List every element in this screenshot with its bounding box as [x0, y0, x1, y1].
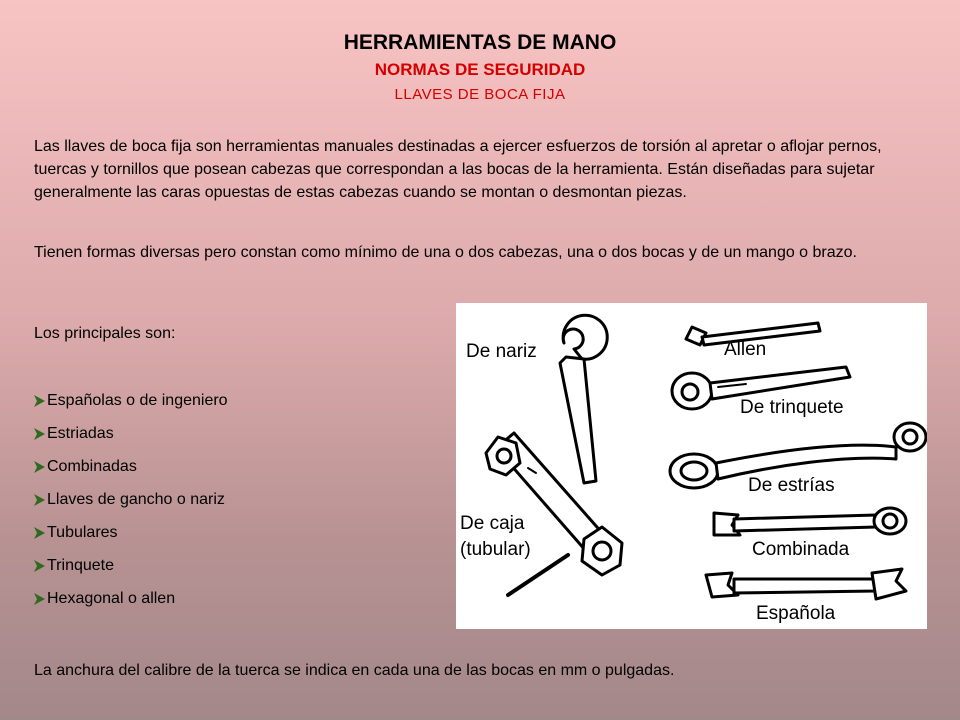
page-title: HERRAMIENTAS DE MANO: [343, 31, 617, 54]
label-allen: Allen: [724, 339, 767, 360]
list-item-label: Españolas o de ingeniero: [47, 392, 228, 409]
list-item-label: Trinquete: [47, 557, 114, 574]
list-intro: Los principales son:: [34, 325, 176, 342]
section-title: LLAVES DE BOCA FIJA: [394, 86, 566, 103]
arrowhead-bullet-icon: [34, 395, 45, 407]
list-item: [34, 458, 228, 491]
list-item: [34, 491, 228, 524]
label-tubular: (tubular): [460, 539, 531, 560]
list-item-label: Tubulares: [47, 524, 118, 541]
hook-wrench-icon: [560, 315, 607, 483]
list-item: [34, 392, 228, 425]
paragraph-definition: Las llaves de boca fija son herramientas manuales destinadas a ejercer esfuerzos de torsión al apretar o aflojar pernos, tuercas y tornillos que posean cabezas que correspondan a las bocas de la herramienta. Están diseñadas para sujetar generalmente las caras opuestas de estas cabezas cuando se montan o desmontan piezas.: [34, 138, 882, 201]
list-item-label: Combinadas: [47, 458, 137, 475]
wrench-types-list: [34, 392, 228, 623]
list-item-label: Hexagonal o allen: [47, 590, 176, 607]
arrowhead-bullet-icon: [34, 527, 45, 539]
arrowhead-bullet-icon: [34, 428, 45, 440]
arrowhead-bullet-icon: [34, 494, 45, 506]
page-subtitle: NORMAS DE SEGURIDAD: [374, 60, 586, 79]
list-item: [34, 557, 228, 590]
wrench-types-illustration: [456, 303, 927, 629]
list-item: [34, 524, 228, 557]
list-item: [34, 425, 228, 458]
label-estrias: De estrías: [748, 475, 835, 496]
label-nariz: De nariz: [466, 341, 537, 362]
footer-note: La anchura del calibre de la tuerca se indica en cada una de las bocas en mm o pulgadas.: [34, 662, 675, 679]
combination-wrench-icon: [714, 508, 906, 535]
open-end-wrench-icon: [706, 569, 906, 599]
paragraph-forms: Tienen formas diversas pero constan como mínimo de una o dos cabezas, una o dos bocas y de un mango o brazo.: [34, 244, 857, 261]
list-item-label: Estriadas: [47, 425, 114, 442]
arrowhead-bullet-icon: [34, 593, 45, 605]
list-item-label: Llaves de gancho o nariz: [47, 491, 225, 508]
arrowhead-bullet-icon: [34, 560, 45, 572]
label-caja: De caja: [460, 513, 525, 534]
label-combinada: Combinada: [752, 539, 850, 560]
label-espanola: Española: [756, 603, 836, 624]
arrowhead-bullet-icon: [34, 461, 45, 473]
label-trinquete: De trinquete: [740, 397, 844, 418]
list-item: [34, 590, 228, 623]
